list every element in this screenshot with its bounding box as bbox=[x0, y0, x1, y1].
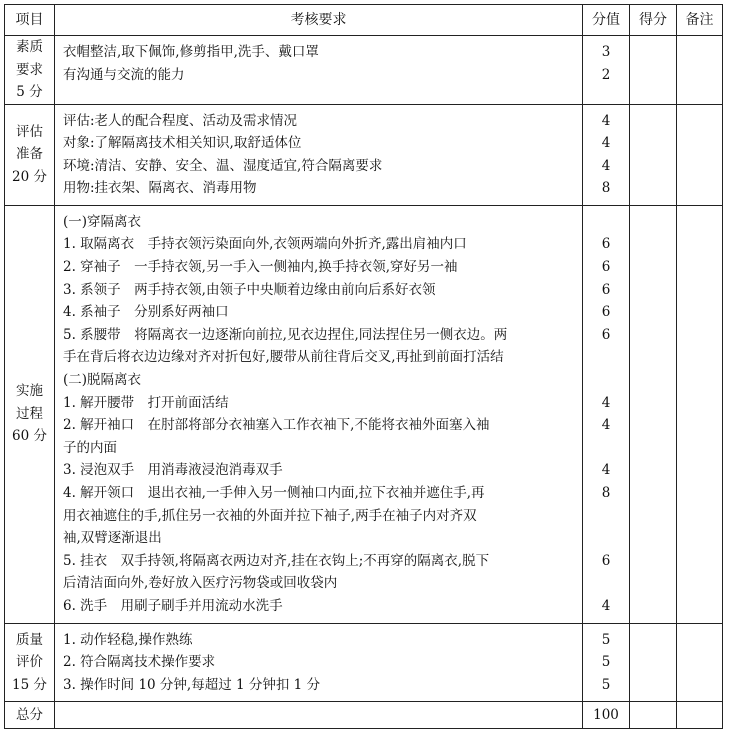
section-category bbox=[5, 205, 55, 623]
requirement-line: 1. 取隔离衣 手持衣领污染面向外,衣领两端向外折齐,露出肩袖内口 bbox=[63, 236, 467, 253]
requirement-line: 后清洁面向外,卷好放入医疗污物袋或回收袋内 bbox=[63, 575, 338, 592]
points-value: 6 bbox=[601, 281, 611, 298]
points-value: 4 bbox=[601, 597, 611, 614]
points-value: 4 bbox=[601, 135, 611, 152]
section-row bbox=[5, 104, 723, 205]
requirement-line: 有沟通与交流的能力 bbox=[63, 66, 185, 83]
header-row bbox=[5, 5, 723, 36]
total-label: 总分 bbox=[5, 702, 55, 729]
category-label-line: 准备 bbox=[16, 146, 43, 163]
section-points bbox=[583, 104, 630, 205]
section-requirements bbox=[55, 36, 583, 105]
requirement-line: 用衣袖遮住的手,抓住另一衣袖的外面并拉下袖子,两手在袖子内对齐双 bbox=[63, 507, 477, 524]
total-remark-cell bbox=[677, 702, 723, 729]
points-value: 2 bbox=[601, 66, 611, 83]
requirement-line: 3. 系领子 两手持衣领,由领子中央顺着边缘由前向后系好衣领 bbox=[63, 281, 436, 298]
requirement-line: 4. 系袖子 分别系好两袖口 bbox=[63, 304, 229, 321]
category-label-line: 60 分 bbox=[12, 428, 47, 445]
section-category bbox=[5, 104, 55, 205]
points-value bbox=[583, 572, 629, 595]
requirement-line: 1. 解开腰带 打开前面活结 bbox=[63, 394, 229, 411]
section-requirements bbox=[55, 104, 583, 205]
score-cell[interactable] bbox=[630, 36, 677, 105]
score-cell[interactable] bbox=[630, 623, 677, 702]
total-points: 100 bbox=[583, 702, 630, 729]
category-label-line: 过程 bbox=[16, 405, 43, 422]
requirement-line: 4. 解开领口 退出衣袖,一手伸入另一侧袖口内面,拉下衣袖并遮住手,再 bbox=[63, 485, 485, 501]
requirement-line: (二)脱隔离衣 bbox=[63, 372, 142, 389]
points-value: 4 bbox=[601, 417, 611, 434]
header-requirement: 考核要求 bbox=[55, 5, 583, 36]
section-row bbox=[5, 623, 723, 702]
section-row bbox=[5, 205, 723, 623]
requirement-line: 1. 动作轻稳,操作熟练 bbox=[63, 631, 193, 648]
total-row bbox=[5, 702, 723, 729]
category-label-line: 15 分 bbox=[12, 676, 47, 693]
score-cell[interactable] bbox=[630, 104, 677, 205]
requirement-line: 子的内面 bbox=[63, 439, 117, 456]
category-label-line: 评估 bbox=[16, 123, 43, 140]
category-label-line: 实施 bbox=[16, 383, 43, 400]
points-value: 6 bbox=[601, 236, 611, 253]
points-value: 4 bbox=[601, 394, 611, 411]
remark-cell[interactable] bbox=[677, 623, 723, 702]
remark-cell[interactable] bbox=[677, 104, 723, 205]
requirement-line: 2. 解开袖口 在肘部将部分衣袖塞入工作衣袖下,不能将衣袖外面塞入袖 bbox=[63, 417, 490, 434]
header-points: 分值 bbox=[583, 5, 630, 36]
section-requirements bbox=[55, 623, 583, 702]
requirement-line: 5. 系腰带 将隔离衣一边逐渐向前拉,见衣边捏住,同法捏住另一侧衣边。两 bbox=[63, 326, 508, 343]
category-label-line: 评价 bbox=[16, 654, 43, 671]
points-value bbox=[583, 369, 629, 392]
points-value bbox=[583, 527, 629, 550]
remark-cell[interactable] bbox=[677, 36, 723, 105]
points-value: 8 bbox=[601, 180, 611, 197]
requirement-line: 6. 洗手 用刷子刷手并用流动水洗手 bbox=[63, 597, 283, 614]
category-label-line: 要求 bbox=[16, 61, 43, 78]
points-value: 4 bbox=[601, 112, 611, 129]
points-value bbox=[583, 437, 629, 460]
requirement-line: 评估:老人的配合程度、活动及需求情况 bbox=[63, 112, 298, 129]
points-value bbox=[583, 505, 629, 528]
header-remark: 备注 bbox=[677, 5, 723, 36]
requirement-line: 手在背后将衣边边缘对齐对折包好,腰带从前往背后交叉,再扯到前面打活结 bbox=[63, 349, 504, 366]
points-value: 8 bbox=[601, 485, 611, 501]
points-value: 6 bbox=[601, 304, 611, 321]
points-value bbox=[583, 211, 629, 234]
requirement-line: 对象:了解隔离技术相关知识,取舒适体位 bbox=[63, 135, 302, 152]
requirement-line: 3. 操作时间 10 分钟,每超过 1 分钟扣 1 分 bbox=[63, 676, 321, 693]
requirement-line: 3. 浸泡双手 用消毒液浸泡消毒双手 bbox=[63, 462, 283, 479]
section-category bbox=[5, 623, 55, 702]
points-value: 5 bbox=[601, 676, 611, 693]
category-label-line: 素质 bbox=[16, 39, 43, 55]
total-requirement-cell bbox=[55, 702, 583, 729]
section-points bbox=[583, 205, 630, 623]
points-value: 3 bbox=[601, 44, 611, 60]
category-label-line: 质量 bbox=[16, 631, 43, 648]
assessment-table bbox=[4, 4, 723, 729]
section-category bbox=[5, 36, 55, 105]
points-value: 4 bbox=[601, 157, 611, 174]
section-points bbox=[583, 623, 630, 702]
points-value: 6 bbox=[601, 326, 611, 343]
requirement-line: (一)穿隔离衣 bbox=[63, 213, 142, 230]
section-points bbox=[583, 36, 630, 105]
points-value: 4 bbox=[601, 462, 611, 479]
requirement-line: 5. 挂衣 双手持领,将隔离衣两边对齐,挂在衣钩上;不再穿的隔离衣,脱下 bbox=[63, 552, 490, 569]
header-item: 项目 bbox=[5, 5, 55, 36]
header-score: 得分 bbox=[630, 5, 677, 36]
points-value: 6 bbox=[601, 552, 611, 569]
points-value: 5 bbox=[601, 654, 611, 671]
points-value: 5 bbox=[601, 631, 611, 648]
section-requirements bbox=[55, 205, 583, 623]
requirement-line: 2. 符合隔离技术操作要求 bbox=[63, 654, 216, 671]
total-score-cell bbox=[630, 702, 677, 729]
points-value bbox=[583, 346, 629, 369]
requirement-line: 2. 穿袖子 一手持衣领,另一手入一侧袖内,换手持衣领,穿好另一袖 bbox=[63, 259, 458, 276]
category-label-line: 5 分 bbox=[16, 84, 43, 100]
points-value: 6 bbox=[601, 259, 611, 276]
requirement-line: 用物:挂衣架、隔离衣、消毒用物 bbox=[63, 180, 257, 197]
category-label-line: 20 分 bbox=[12, 168, 47, 185]
section-row bbox=[5, 36, 723, 105]
remark-cell[interactable] bbox=[677, 205, 723, 623]
requirement-line: 衣帽整洁,取下佩饰,修剪指甲,洗手、戴口罩 bbox=[63, 44, 319, 60]
requirement-line: 环境:清洁、安静、安全、温、湿度适宜,符合隔离要求 bbox=[63, 157, 383, 174]
score-cell[interactable] bbox=[630, 205, 677, 623]
requirement-line: 袖,双臂逐渐退出 bbox=[63, 530, 162, 547]
